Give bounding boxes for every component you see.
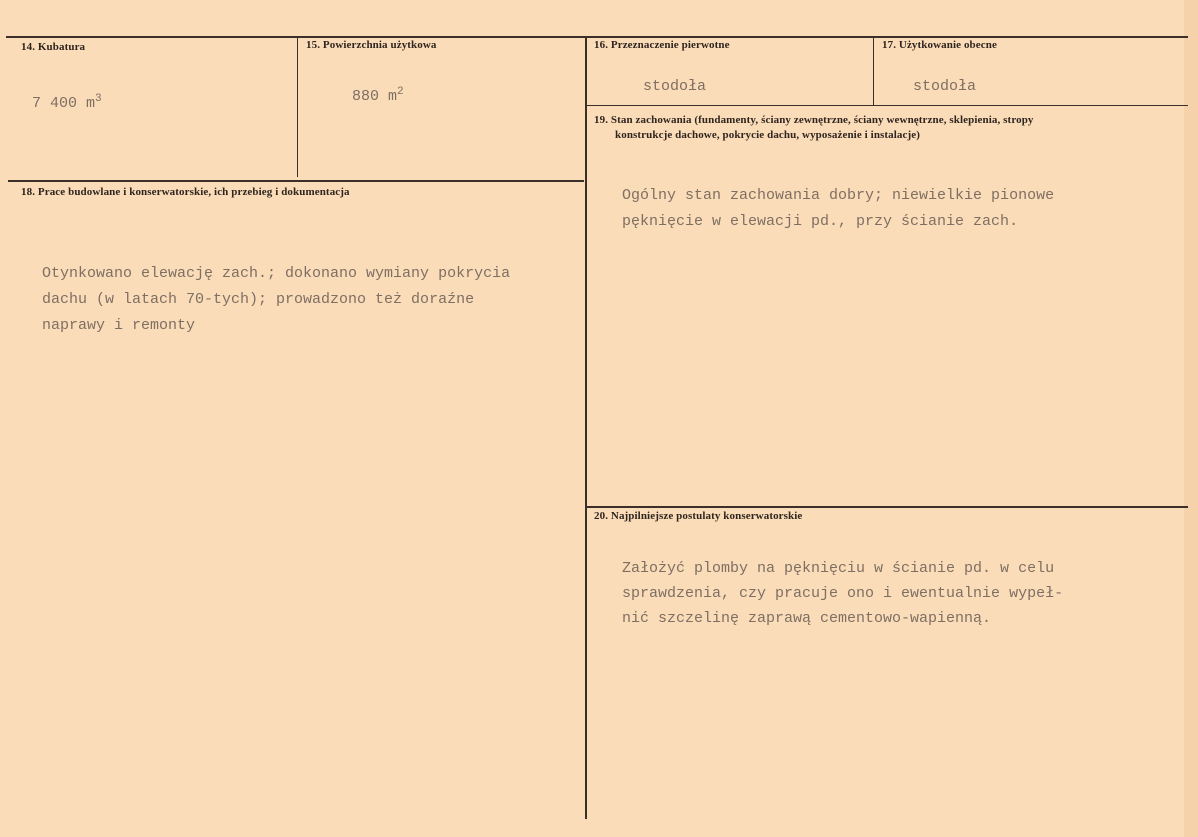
kubatura-exponent: 3 [95,93,102,105]
rule-above-20 [587,506,1188,508]
przeznaczenie-label: 16. Przeznaczenie pierwotne [594,39,730,51]
divider-14-15 [297,37,298,177]
rule-under-16-17 [587,105,1188,106]
postulaty-label: 20. Najpilniejsze postulaty konserwatorskie [594,510,803,522]
kubatura-label: 14. Kubatura [21,41,86,53]
rule-above-18 [8,180,584,182]
powierzchnia-label: 15. Powierzchnia użytkowa [306,39,437,51]
stan-label-line1: 19. Stan zachowania (fundamenty, ściany zewnętrzne, ściany wewnętrzne, sklepienia, stropy [594,114,1034,126]
prace-line: naprawy i remonty [42,317,196,334]
divider-16-17 [873,37,874,105]
card-edge [1184,0,1198,837]
kubatura-number: 7 400 m [32,95,96,112]
przeznaczenie-value: stodoła [643,78,707,95]
postulaty-line: nić szczelinę zaprawą cementowo-wapienną. [622,610,992,627]
kubatura-value [32,86,102,117]
uzytkowanie-label: 17. Użytkowanie obecne [882,39,997,51]
center-divider [585,37,587,819]
prace-line: dachu (w latach 70-tych); prowadzono też doraźne [42,291,475,308]
stan-line: pęknięcie w elewacji pd., przy ścianie zach. [622,213,1019,230]
powierzchnia-exponent: 2 [397,86,404,98]
stan-label-line2: konstrukcje dachowe, pokrycie dachu, wyposażenie i instalacje) [615,128,921,141]
powierzchnia-number: 880 m [352,88,398,105]
prace-label: 18. Prace budowlane i konserwatorskie, ich przebieg i dokumentacja [21,186,350,198]
prace-line: Otynkowano elewację zach.; dokonano wymiany pokrycia [42,265,511,282]
uzytkowanie-value: stodoła [913,78,977,95]
stan-label [594,113,1034,143]
postulaty-line: sprawdzenia, czy pracuje ono i ewentualnie wypeł- [622,585,1064,602]
stan-line: Ogólny stan zachowania dobry; niewielkie pionowe [622,187,1055,204]
powierzchnia-value [352,79,404,110]
postulaty-line: Założyć plomby na pęknięciu w ścianie pd. w celu [622,560,1055,577]
